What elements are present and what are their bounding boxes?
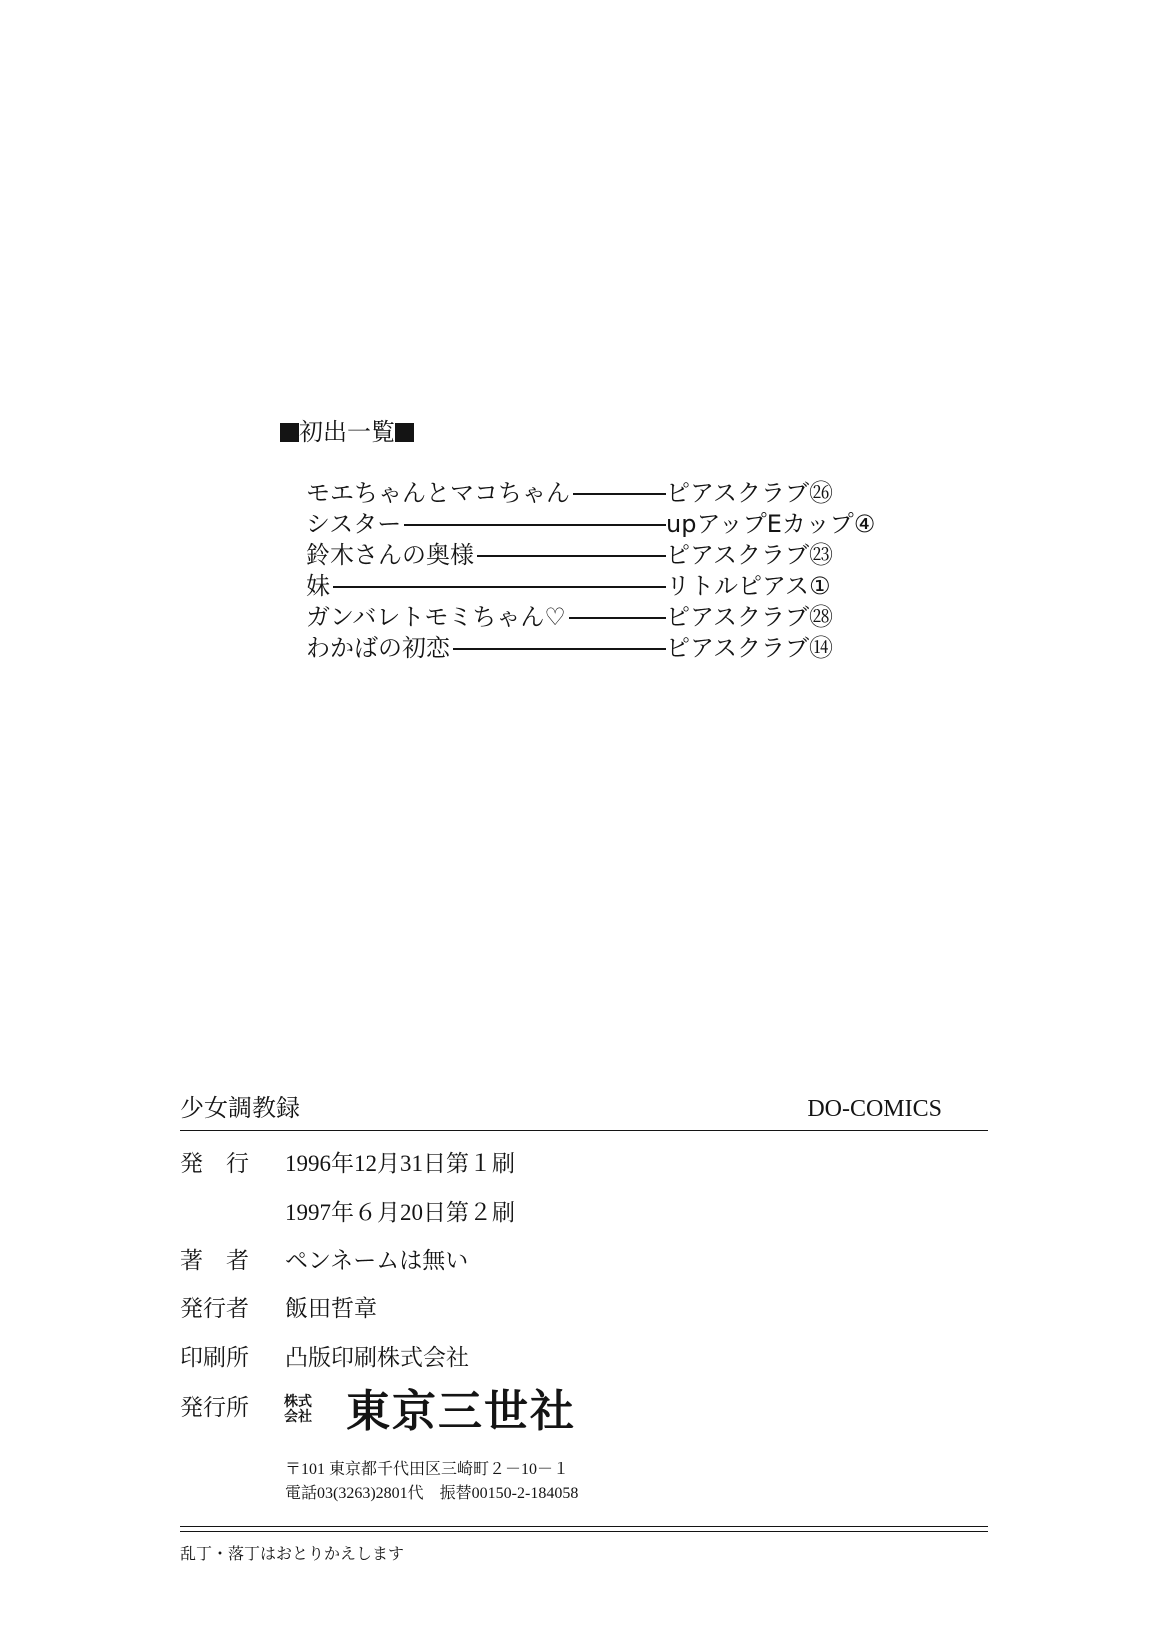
square-bullet-icon [395, 423, 414, 442]
leader-line [306, 586, 666, 588]
story-title: シスター [306, 509, 404, 539]
list-item [306, 478, 876, 508]
publisher-person-label: 発行者 [180, 1296, 249, 1321]
book-title: 少女調教録 [180, 1096, 300, 1122]
divider [180, 1526, 988, 1527]
issue-date-1: 1996年12月31日第１刷 [285, 1151, 515, 1176]
author-label: 著 者 [180, 1248, 249, 1273]
replacement-note: 乱丁・落丁はおとりかえします [180, 1546, 405, 1563]
list-item [306, 509, 876, 539]
story-title: モエちゃんとマコちゃん [306, 478, 573, 508]
story-source: upアップEカップ④ [666, 510, 876, 538]
issue-label: 発 行 [180, 1151, 249, 1176]
story-source: ピアスクラブ㉖ [666, 479, 834, 507]
list-item [306, 571, 876, 601]
printer-name: 凸版印刷株式会社 [285, 1345, 469, 1370]
first-appearance-heading-text: 初出一覧 [299, 418, 395, 446]
list-item [306, 633, 876, 663]
series-name: DO-COMICS [807, 1096, 942, 1122]
list-item [306, 602, 876, 632]
publisher-phone: 電話03(3263)2801代 振替00150-2-184058 [285, 1485, 579, 1502]
author-name: ペンネームは無い [285, 1248, 469, 1273]
publisher-address: 〒101 東京都千代田区三崎町２－10－１ [285, 1461, 570, 1478]
story-title: 鈴木さんの奥様 [306, 540, 477, 570]
square-bullet-icon [280, 423, 299, 442]
list-item [306, 540, 876, 570]
publisher-prefix: 株式会社 [284, 1394, 312, 1425]
story-source: ピアスクラブ㉘ [666, 603, 834, 631]
issue-date-2: 1997年６月20日第２刷 [285, 1200, 515, 1225]
story-title: ガンバレトモミちゃん♡ [306, 602, 569, 632]
divider [180, 1130, 988, 1131]
divider [180, 1531, 988, 1532]
story-source: ピアスクラブ⑭ [666, 634, 834, 662]
story-source: リトルピアス① [666, 572, 831, 600]
publisher-person: 飯田哲章 [285, 1296, 377, 1321]
printer-label: 印刷所 [180, 1345, 249, 1370]
story-source: ピアスクラブ㉓ [666, 541, 834, 569]
publisher-name: 東京三世社 [346, 1386, 576, 1437]
first-appearance-heading [280, 415, 414, 449]
publisher-label: 発行所 [180, 1395, 249, 1420]
story-title: わかばの初恋 [306, 633, 453, 663]
story-title: 妹 [306, 571, 333, 601]
